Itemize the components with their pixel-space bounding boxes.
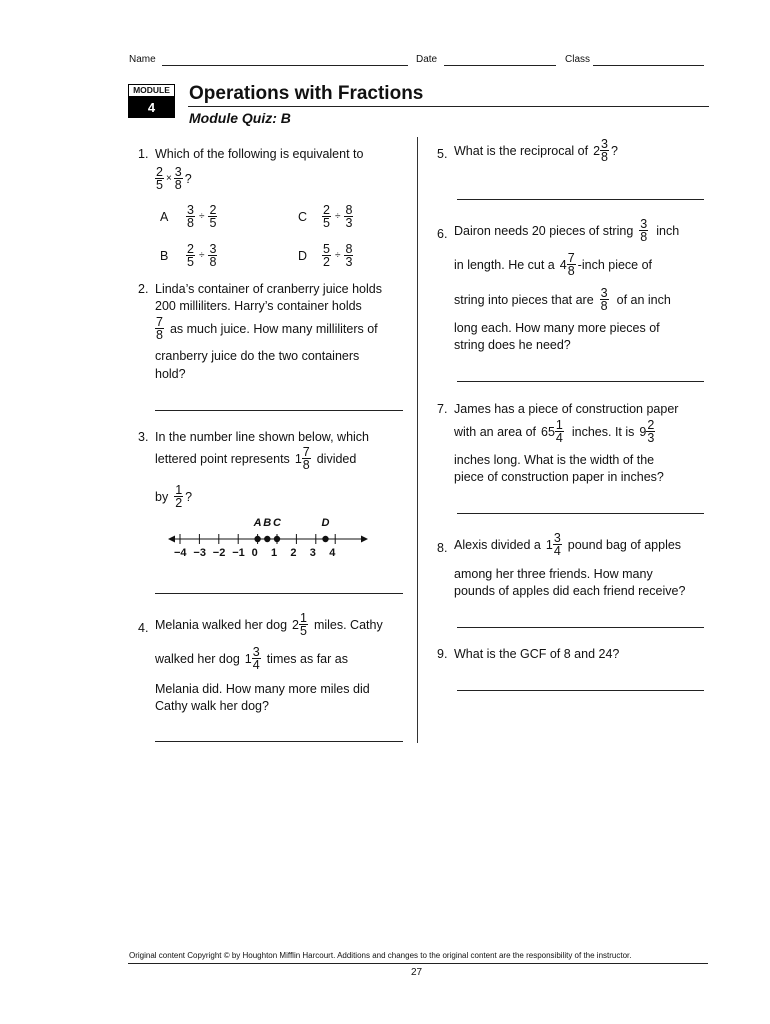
q8-line1: Alexis divided a 1 $\frac{3}{4}$ pound bag of apples [454, 531, 682, 558]
number-line-point-c [274, 536, 280, 542]
number-line-tick-label: −3 [193, 547, 206, 559]
q2-line5: hold? [155, 367, 186, 381]
number-line-tick-label: −2 [212, 547, 226, 559]
number-line-tick-label: 3 [309, 547, 316, 559]
q2-line3: $\frac{7}{8}$ as much juice. How many milliliters of [156, 315, 378, 342]
title-rule [188, 106, 709, 107]
q1-number: 1. [138, 147, 149, 161]
q7-line1: James has a piece of construction paper [454, 402, 679, 416]
number-line-tick-label: 2 [290, 547, 297, 559]
q6-line1: Dairon needs 20 pieces of string $\frac{3}{8}$ inch [454, 217, 680, 244]
q5-number: 5. [437, 147, 448, 161]
q7-line2: with an area of 65 $\frac{1}{4}$ inches. It is 9 $\frac{2}{3}$ [454, 418, 655, 445]
number-line-tick-label: 1 [271, 547, 278, 559]
page-title: Operations with Fractions [189, 83, 424, 104]
q9-number: 9. [437, 647, 448, 661]
name-label: Name [129, 54, 156, 65]
number-line-point-d [322, 536, 328, 542]
column-divider [417, 137, 418, 743]
q1-expression: $\frac{2}{5}$ × $\frac{3}{8}$ ? [156, 165, 192, 192]
number-line-tick-label: −1 [232, 547, 245, 559]
q6-line5: string does he need? [454, 338, 571, 352]
q7-number: 7. [437, 402, 448, 416]
q2-line1: Linda’s container of cranberry juice holds [155, 282, 382, 296]
number-line-point-label: A [253, 517, 262, 529]
name-field-line[interactable] [162, 54, 408, 66]
number-line-right-arrow [361, 536, 368, 543]
q8-answer-line[interactable] [457, 627, 704, 628]
q7-answer-line[interactable] [457, 513, 704, 514]
q2-answer-line[interactable] [155, 410, 403, 411]
class-field-line[interactable] [593, 54, 704, 66]
copyright-notice: Original content Copyright © by Houghton Mifflin Harcourt. Additions and changes to the original content are the responsibility of the instructor. [129, 951, 632, 960]
q2-number: 2. [138, 282, 149, 296]
q4-number: 4. [138, 621, 149, 635]
module-number: 4 [128, 97, 175, 118]
q4-line3: Melania did. How many more miles did [155, 682, 370, 696]
q1-text: Which of the following is equivalent to [155, 147, 364, 161]
q6-line2: in length. He cut a 4 $\frac{7}{8}$ -inch piece of [454, 251, 653, 278]
q4-line1: Melania walked her dog 2 $\frac{1}{5}$ miles. Cathy [155, 611, 383, 638]
q1-option-d[interactable]: D $\frac{5}{2}$ ÷ $\frac{8}{3}$ [298, 242, 353, 269]
number-line-point-label: B [263, 517, 272, 529]
q9-text: What is the GCF of 8 and 24? [454, 647, 620, 661]
q5-text: What is the reciprocal of 2 $\frac{3}{8}$ ? [454, 137, 618, 164]
date-label: Date [416, 54, 438, 65]
q2-line4: cranberry juice do the two containers [155, 349, 360, 363]
q4-line4: Cathy walk her dog? [155, 699, 269, 713]
q1-option-b[interactable]: B $\frac{2}{5}$ ÷ $\frac{3}{8}$ [160, 242, 217, 269]
module-badge [128, 84, 175, 118]
q6-answer-line[interactable] [457, 381, 704, 382]
number-line-tick-label: 0 [251, 547, 258, 559]
q6-line4: long each. How many more pieces of [454, 321, 660, 335]
q7-line3: inches long. What is the width of the [454, 453, 655, 467]
module-badge-label: MODULE [128, 84, 175, 97]
number-line-point-b [264, 536, 270, 542]
number-line-point-a [254, 536, 260, 542]
q8-line3: pounds of apples did each friend receive? [454, 584, 686, 598]
number-line-tick-label: −4 [174, 547, 187, 559]
page-number: 27 [411, 967, 423, 978]
number-line-left-arrow [168, 536, 175, 543]
q3-number: 3. [138, 430, 149, 444]
q4-answer-line[interactable] [155, 741, 403, 742]
number-line-point-label: D [321, 517, 330, 529]
q6-line3: string into pieces that are $\frac{3}{8}$ of an inch [454, 286, 671, 313]
q3-line2: lettered point represents 1 $\frac{7}{8}$ divided [155, 445, 357, 472]
q1-option-c[interactable]: C $\frac{2}{5}$ ÷ $\frac{8}{3}$ [298, 203, 353, 230]
q2-line2: 200 milliliters. Harry’s container holds [155, 299, 362, 313]
page-subtitle: Module Quiz: B [189, 110, 291, 126]
q3-answer-line[interactable] [155, 593, 403, 594]
number-line-tick-label: 4 [329, 547, 336, 559]
q3-line3: by $\frac{1}{2}$ ? [155, 483, 193, 510]
q3-line1: In the number line shown below, which [155, 430, 370, 444]
footer-rule [128, 963, 708, 964]
class-label: Class [565, 54, 591, 65]
number-line-point-label: C [273, 517, 281, 529]
q6-number: 6. [437, 227, 448, 241]
q1-option-a[interactable]: A $\frac{3}{8}$ ÷ $\frac{2}{5}$ [160, 203, 217, 230]
q7-line4: piece of construction paper in inches? [454, 470, 664, 484]
q4-line2: walked her dog 1 $\frac{3}{4}$ times as far as [155, 645, 348, 672]
q8-line2: among her three friends. How many [454, 567, 653, 581]
q9-answer-line[interactable] [457, 690, 704, 691]
date-field-line[interactable] [444, 54, 556, 66]
q5-answer-line[interactable] [457, 199, 704, 200]
q8-number: 8. [437, 541, 448, 555]
